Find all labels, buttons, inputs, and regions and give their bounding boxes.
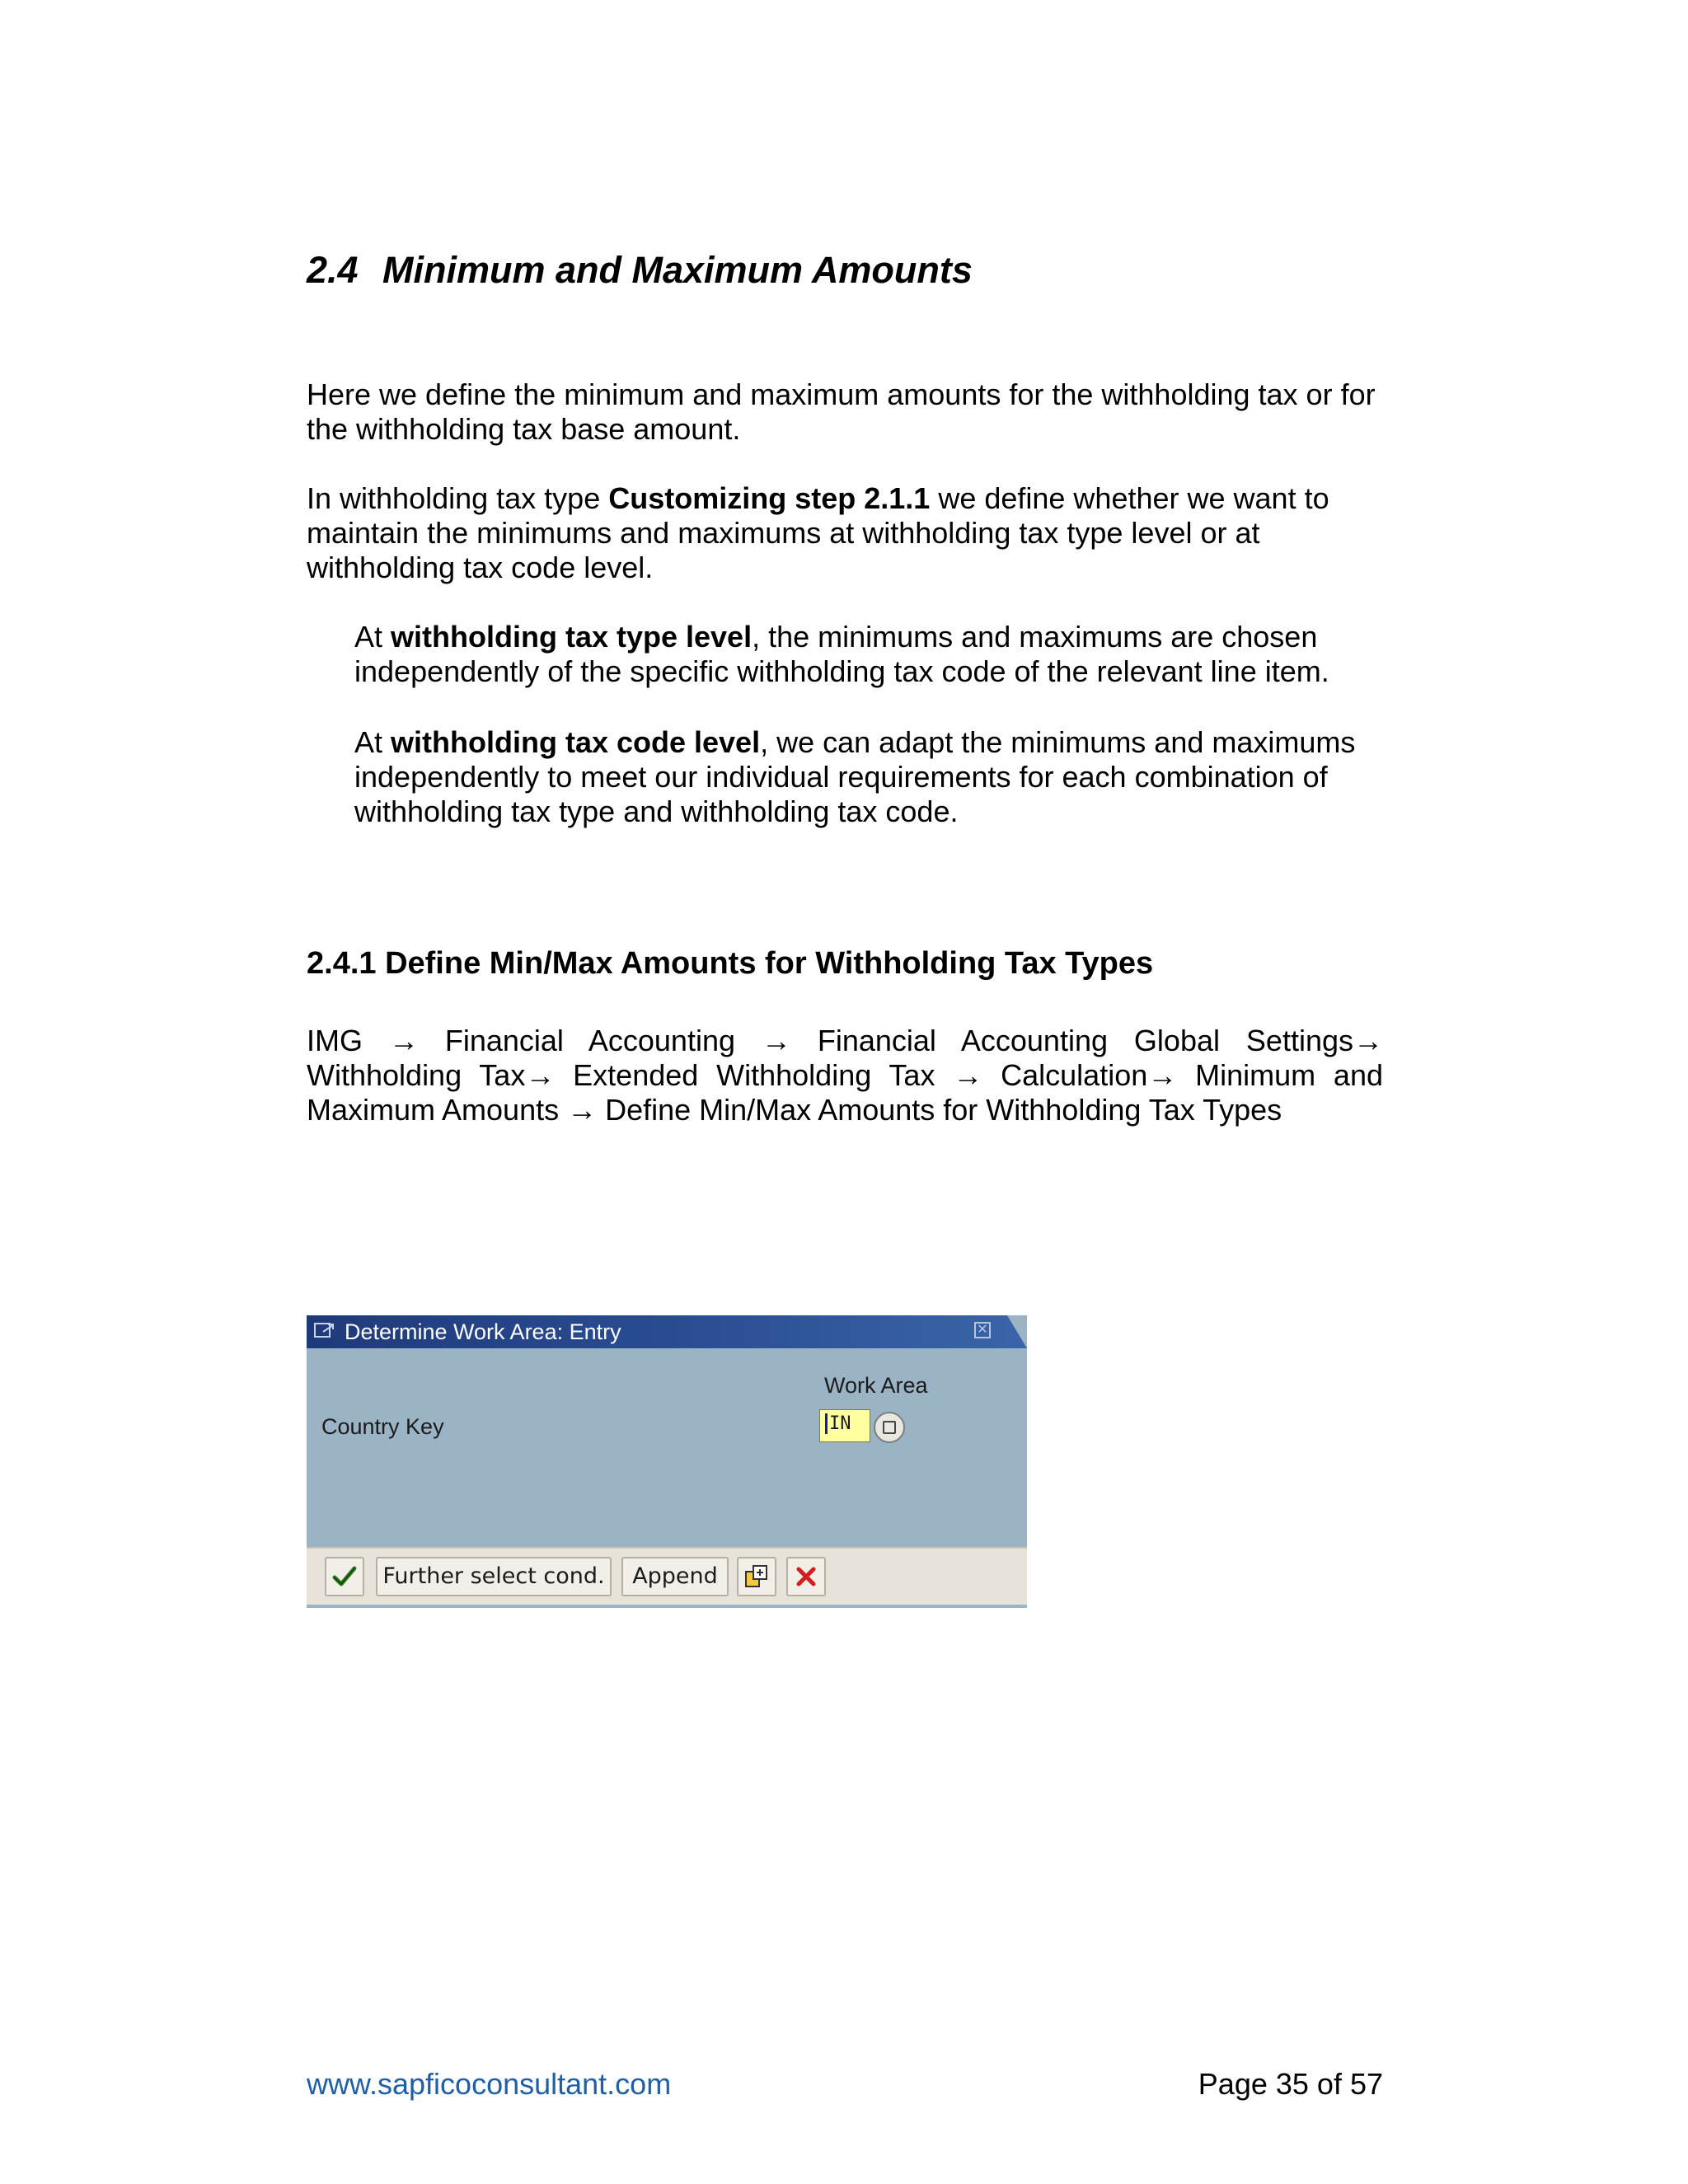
text-run: , the minimums and maximums are chosen independently of the specific withholding tax code of the relevant line item. xyxy=(354,620,1329,688)
text-run: At xyxy=(354,725,392,759)
window-icon xyxy=(313,1320,335,1342)
code-level-term: withholding tax code level xyxy=(391,725,761,759)
text-run: At xyxy=(354,620,392,654)
determine-work-area-dialog xyxy=(307,1315,1027,1608)
img-menu-path: IMG → Financial Accounting → Financial Accounting Global Settings→ Withholding Tax→ Extended Withholding Tax → Calculation→ Minimum and Maximum Amounts → Define Min/Max Amounts for Withholding Tax Types xyxy=(307,1024,1383,1127)
customizing-step-ref: Customizing step 2.1.1 xyxy=(608,481,931,515)
intro-paragraph: Here we define the minimum and maximum amounts for the withholding tax or for the withholding tax base amount. xyxy=(307,377,1376,446)
further-select-cond-button[interactable]: Further select cond. xyxy=(376,1557,612,1596)
customizing-paragraph xyxy=(307,481,1383,585)
work-area-header: Work Area xyxy=(824,1373,928,1398)
cancel-button[interactable] xyxy=(786,1557,826,1596)
country-key-label: Country Key xyxy=(321,1414,444,1439)
text-cursor xyxy=(825,1413,828,1434)
code-level-paragraph xyxy=(354,725,1385,829)
append-button[interactable]: Append xyxy=(621,1557,729,1596)
country-key-value: IN xyxy=(829,1413,851,1434)
dialog-titlebar xyxy=(307,1315,1027,1348)
type-level-paragraph xyxy=(354,620,1385,689)
text-run: we define whether we want to maintain the minimums and maximums at withholding tax type level or at withholding tax code level. xyxy=(307,481,1329,584)
footer-url-link[interactable]: www.sapficoconsultant.com xyxy=(307,2067,672,2101)
multiple-selection-icon xyxy=(743,1563,770,1590)
multiple-selection-button[interactable] xyxy=(737,1557,776,1596)
possible-entries-icon[interactable] xyxy=(874,1412,905,1443)
close-icon[interactable]: ✕ xyxy=(974,1322,991,1338)
cancel-x-icon xyxy=(793,1563,819,1590)
titlebar-corner xyxy=(1007,1315,1027,1348)
dialog-toolbar xyxy=(307,1547,1027,1608)
text-run: In withholding tax type xyxy=(307,481,609,515)
section-number: 2.4 xyxy=(307,249,359,291)
page-number: Page 35 of 57 xyxy=(1198,2067,1383,2101)
text-run: , we can adapt the minimums and maximums independently to meet our individual requirements for each combination of withholding tax type and withholding tax code. xyxy=(354,725,1356,828)
confirm-button[interactable] xyxy=(325,1557,364,1596)
subsection-heading: 2.4.1 Define Min/Max Amounts for Withholding Tax Types xyxy=(307,946,1154,981)
country-key-input[interactable] xyxy=(819,1409,870,1442)
type-level-term: withholding tax type level xyxy=(391,620,753,654)
section-heading xyxy=(307,249,973,292)
section-title: Minimum and Maximum Amounts xyxy=(382,249,973,291)
checkmark-icon xyxy=(331,1563,358,1590)
dialog-title: Determine Work Area: Entry xyxy=(345,1319,621,1344)
